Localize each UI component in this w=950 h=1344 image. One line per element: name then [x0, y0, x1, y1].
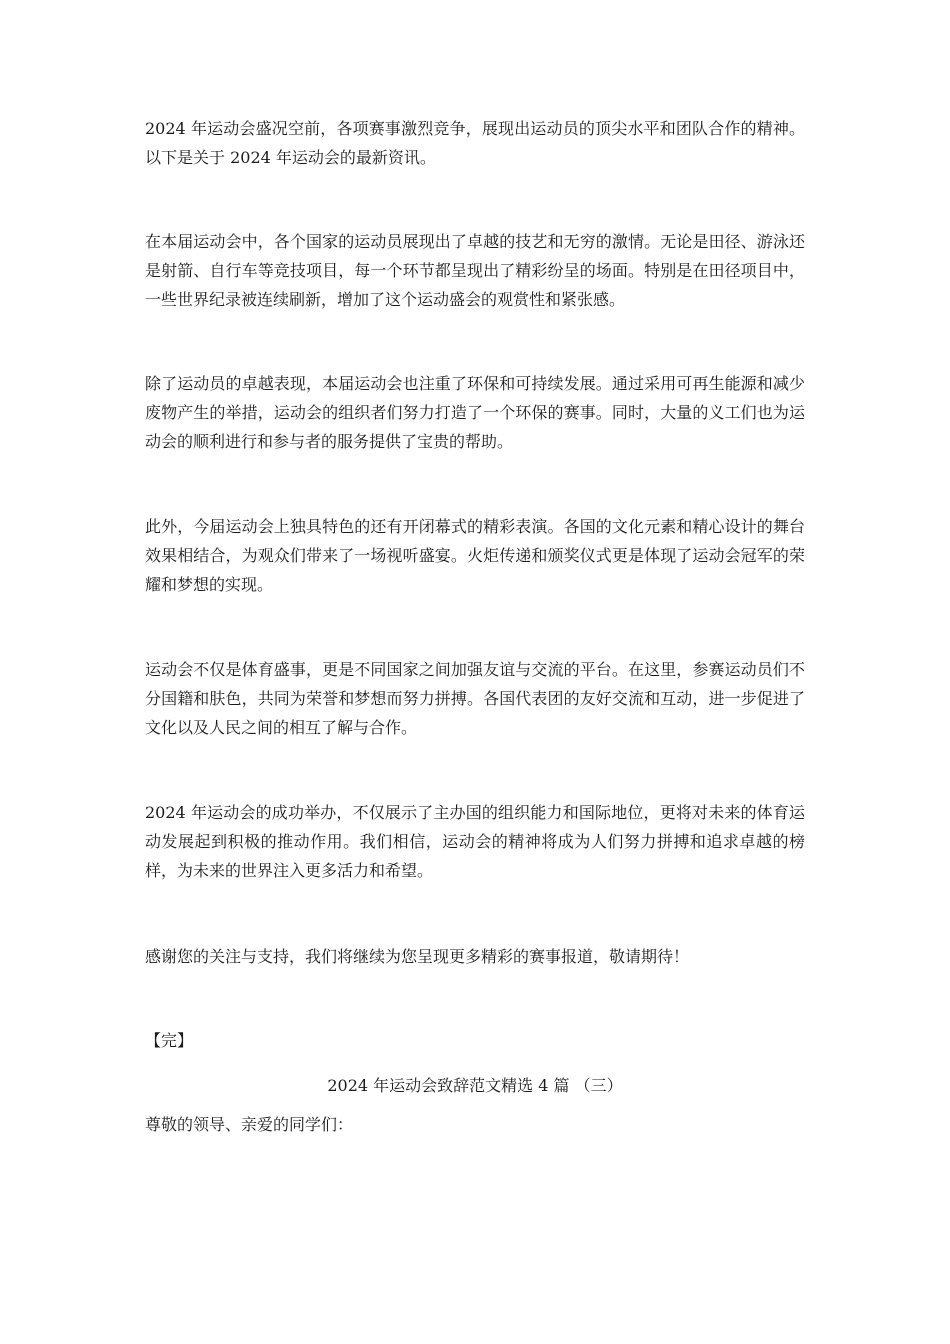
paragraph-thanks: 感谢您的关注与支持，我们将继续为您呈现更多精彩的赛事报道，敬请期待！ — [145, 947, 690, 966]
paragraph-ceremony: 此外，今届运动会上独具特色的还有开闭幕式的精彩表演。各国的文化元素和精心设计的舞台效果相结合，为观众们带来了一场视听盛宴。火炬传递和颁奖仪式更是体现了运动会冠军的荣耀和梦想的实现。 — [145, 517, 805, 594]
section-title: 2024 年运动会致辞范文精选 4 篇 （三） — [327, 1076, 623, 1095]
paragraph-athletes: 在本届运动会中，各个国家的运动员展现出了卓越的技艺和无穷的激情。无论是田径、游泳还是射箭、自行车等竞技项目，每一个环节都呈现出了精彩纷呈的场面。特别是在田径项目中，一些世界纪录被连续刷新，增加了这个运动盛会的观赏性和紧张感。 — [145, 232, 805, 309]
paragraph-environment: 除了运动员的卓越表现，本届运动会也注重了环保和可持续发展。通过采用可再生能源和减少废物产生的举措，运动会的组织者们努力打造了一个环保的赛事。同时，大量的义工们也为运动会的顺利进行和参与者的服务提供了宝贵的帮助。 — [145, 374, 805, 451]
end-mark: 【完】 — [145, 1031, 194, 1050]
paragraph-friendship: 运动会不仅是体育盛事，更是不同国家之间加强友谊与交流的平台。在这里，参赛运动员们不分国籍和肤色，共同为荣誉和梦想而努力拼搏。各国代表团的友好交流和互动，进一步促进了文化以及人民之间的相互了解与合作。 — [145, 660, 805, 737]
paragraph-intro: 2024 年运动会盛况空前，各项赛事激烈竞争，展现出运动员的顶尖水平和团队合作的精神。以下是关于 2024 年运动会的最新资讯。 — [145, 119, 805, 167]
greeting: 尊敬的领导、亲爱的同学们： — [145, 1115, 354, 1134]
paragraph-success: 2024 年运动会的成功举办，不仅展示了主办国的组织能力和国际地位，更将对未来的体育运动发展起到积极的推动作用。我们相信，运动会的精神将成为人们努力拼搏和追求卓越的榜样，为未来的世界注入更多活力和希望。 — [145, 803, 805, 880]
